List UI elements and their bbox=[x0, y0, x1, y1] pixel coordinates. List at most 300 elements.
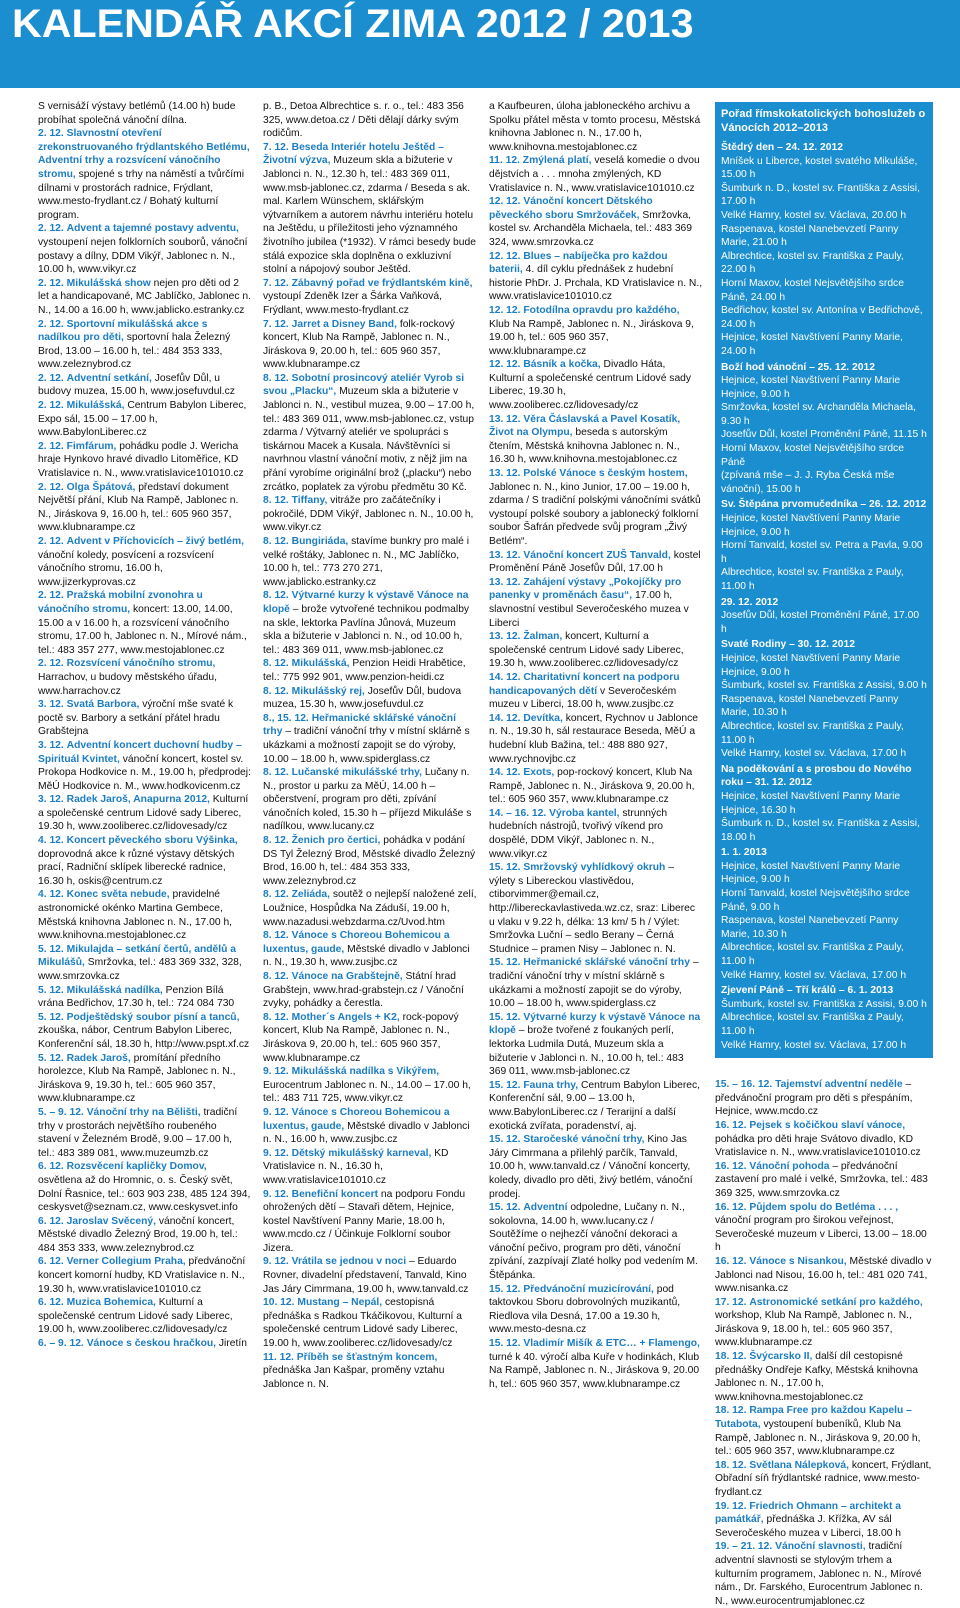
event-date: 15. 12. bbox=[489, 957, 521, 969]
event-title: Advent v Příchovicích – živý betlém, bbox=[66, 536, 245, 547]
event-text: p. B., Detoa Albrechtice s. r. o., tel.: 483 356 325, www.detoa.cz / Děti dělají dárky svým rodičům. bbox=[263, 101, 464, 140]
event-title: Verner Collegium Praha, bbox=[66, 1256, 186, 1268]
event-text: Státní hrad Grabštejn, www.hrad-grabstejn.cz / Vánoční zvyky, pohádky a čerestla. bbox=[263, 971, 464, 1010]
event-entry bbox=[489, 671, 703, 712]
event-text: Eurocentrum Jablonec n. N., 14.00 – 17.00 h, tel.: 483 711 725, www.vikyr.cz bbox=[263, 1079, 471, 1105]
event-text: 4. díl cyklu přednášek z hudební historie PhDr. J. Prchala, KD Vratislavice n. N., www.vratislavice101010.cz bbox=[489, 264, 703, 303]
event-date: 12. 12. bbox=[489, 250, 521, 262]
event-entry bbox=[38, 481, 251, 535]
event-text: stavíme bunkry pro malé i velké roštáky, Jablonec n. N., MC Jablíčko, 10.00 h, tel.: 773 270 271, www.jablicko.estranky.cz bbox=[263, 536, 470, 588]
event-title: Vánoce na Grabštejně, bbox=[291, 971, 403, 982]
event-text: pop-rockový koncert, Klub Na Rampě, Jablonec n. N., Jiráskova 9, 20.00 h, tel.: 605 960 357, www.klubnarampe.cz bbox=[489, 767, 695, 806]
event-title: Příběh se šťastným koncem, bbox=[296, 1351, 438, 1363]
event-title: Zeliáda, bbox=[291, 889, 330, 901]
event-entry bbox=[38, 984, 251, 1011]
event-entry bbox=[263, 141, 477, 277]
mass-day-heading: Svaté Rodiny – 30. 12. 2012 bbox=[721, 639, 855, 651]
event-date: 4. 12. bbox=[38, 889, 64, 901]
mass-day-heading: 1. 1. 2013 bbox=[721, 847, 767, 859]
event-text: Městské divadlo v Jablonci nad Nisou, 16.00 h, tel.: 481 020 741, www.nisanka.cz bbox=[715, 1255, 932, 1295]
event-title: Muzica Bohemica, bbox=[66, 1297, 156, 1309]
event-text: další díl cestopisné přednášky Ondřeje Kafky, Městská knihovna Jablonec n. N., 17.00 h, www.knihovna.mestojablonec.cz bbox=[715, 1351, 918, 1403]
event-date: 6. 12. bbox=[38, 1215, 64, 1227]
event-title: Radek Jaroš, Anapurna 2012, bbox=[66, 794, 210, 806]
mass-item: Josefův Důl, kostel Proměnění Páně, 11.15 h bbox=[721, 429, 927, 441]
event-text: folk-rockový koncert, Klub Na Rampě, Jablonec n. N., Jiráskova 9, 20.00 h, tel.: 605 960 357, www.klubnarampe.cz bbox=[263, 318, 455, 371]
event-date: 5. 12. bbox=[38, 1052, 64, 1064]
event-title: Sportovní mikulášská akce s nadílkou pro děti, bbox=[38, 318, 208, 344]
event-text: Smržovka, kostel sv. Archanděla Michaela, tel.: 483 369 324, www.smrzovka.cz bbox=[489, 209, 693, 248]
mass-item: Velké Hamry, kostel sv. Václava, 20.00 h bbox=[721, 209, 907, 221]
event-date: 15. 12. bbox=[489, 1338, 521, 1350]
event-entry bbox=[489, 1133, 703, 1201]
event-entry bbox=[489, 358, 703, 412]
event-date: 7. 12. bbox=[263, 318, 289, 330]
event-date: 11. 12. bbox=[489, 155, 520, 167]
event-title: Vánoce s Choreou Bohemicou a luxentus, gaude, bbox=[263, 1106, 450, 1132]
event-title: Mikulášská, bbox=[66, 400, 125, 412]
event-entry bbox=[38, 698, 251, 739]
event-date: 9. 12. bbox=[263, 1188, 289, 1200]
event-entry bbox=[263, 1147, 477, 1188]
event-date: 7. 12. bbox=[263, 141, 289, 153]
event-entry bbox=[715, 1459, 933, 1500]
event-date: 18. 12. bbox=[715, 1459, 747, 1471]
event-title: Jarret a Disney Band, bbox=[291, 318, 397, 330]
event-entry bbox=[715, 1160, 933, 1201]
event-title: Mikulášská, bbox=[291, 658, 350, 670]
mass-schedule-box bbox=[715, 102, 933, 1058]
event-title: Mother´s Angels + K2, bbox=[291, 1011, 400, 1023]
event-entry bbox=[263, 1011, 477, 1065]
event-date: 13. 12. bbox=[489, 468, 521, 480]
event-entry bbox=[38, 1255, 251, 1296]
event-text: Josefův Důl, u budovy muzea, 15.00 h, www.josefuvdul.cz bbox=[38, 372, 235, 398]
event-entry bbox=[715, 1201, 933, 1255]
event-date: 13. 12. bbox=[489, 631, 521, 643]
event-title: Žalman, bbox=[523, 631, 563, 643]
event-title: Fimfárum, bbox=[66, 440, 117, 452]
event-entry bbox=[489, 250, 703, 304]
event-text: Městské divadlo v Jablonci n. N., 19.30 h, www.zusjbc.cz bbox=[263, 943, 470, 969]
event-title: Konec světa nebude, bbox=[66, 889, 170, 901]
mass-item: Velké Hamry, kostel sv. Václava, 17.00 h bbox=[721, 969, 907, 981]
event-entry bbox=[263, 929, 477, 970]
event-entry bbox=[489, 549, 703, 576]
event-date: 9. 12. bbox=[263, 1066, 289, 1078]
event-date: 2. 12. bbox=[38, 318, 64, 330]
event-text: KD Vratislavice n. N., 16.30 h, www.vratislavice101010.cz bbox=[263, 1147, 449, 1186]
event-text: přednáška J. Křížka, AV sál Severočeského muzea v Liberci, 18.00 h bbox=[715, 1514, 902, 1539]
event-title: Básník a kočka, bbox=[523, 359, 601, 371]
event-title: Mustang – Nepál, bbox=[297, 1297, 383, 1309]
event-date: 15. 12. bbox=[489, 1011, 521, 1023]
event-title: Výtvarné kurzy k výstavě Vánoce na klopě bbox=[489, 1011, 701, 1037]
event-title: Zábavný pořad ve frýdlantském kině, bbox=[291, 277, 473, 289]
event-text: vystoupení nejen folklorních souborů, vánoční postavy a dílny, DDM Vikýř, Jablonec n. N., 10.00 h, www.vikyr.cz bbox=[38, 236, 248, 276]
event-entry bbox=[263, 970, 477, 1011]
event-entry bbox=[489, 956, 703, 1010]
mass-day-heading: Štědrý den – 24. 12. 2012 bbox=[721, 142, 843, 153]
event-entry bbox=[38, 589, 251, 657]
mass-item: Velké Hamry, kostel sv. Václava, 17.00 h bbox=[721, 1039, 907, 1051]
event-title: Olga Špátová, bbox=[66, 481, 136, 493]
event-entry bbox=[263, 657, 477, 684]
event-entry bbox=[489, 807, 703, 861]
mass-item: Šumburk, kostel sv. Františka z Assisi, 9.00 h bbox=[721, 680, 927, 692]
event-date: 8. 12. bbox=[263, 1011, 289, 1023]
event-title: Pejsek s kočičkou slaví vánoce, bbox=[749, 1119, 906, 1131]
event-date: 9. 12. bbox=[263, 1106, 289, 1118]
event-title: Svatá Barbora, bbox=[66, 699, 140, 711]
event-title: Zahájení výstavy „Pokojíčky pro panenky v proměnách času“, bbox=[489, 576, 682, 602]
event-date: 13. 12. bbox=[489, 576, 521, 588]
event-date: 8. 12. bbox=[263, 590, 289, 602]
event-text: Smržovka, tel.: 483 369 332, 328, www.smrzovka.cz bbox=[38, 957, 242, 982]
event-text: koncert, Frýdlant, Obřadní síň frýdlantské radnice, www.mesto-frydlant.cz bbox=[715, 1459, 932, 1498]
event-date: 2. 12. bbox=[38, 372, 64, 384]
event-entry bbox=[38, 1011, 251, 1052]
mass-item: Horní Maxov, kostel Nejsvětějšího srdce Páně bbox=[721, 443, 904, 468]
event-title: Vrátila se jednou v noci bbox=[291, 1256, 407, 1268]
event-entry bbox=[263, 277, 477, 318]
event-entry bbox=[263, 494, 477, 535]
event-text: Jablonec n. N., kino Junior, 17.00 – 19.00 h, zdarma / S tradiční polskými vánočními svátků vystoupí polské soubory a jablonecký folklorní soubor Šafrán předvede svůj program „Živý Betlém“. bbox=[489, 481, 701, 547]
event-text: pod taktovkou Sboru dobrovolných muzikantů, Riedlova vila Desná, 17.00 a 19.30 h, www.mesto-desna.cz bbox=[489, 1283, 681, 1336]
event-date: 8. 12. bbox=[263, 536, 289, 547]
event-date: 13. 12. bbox=[489, 413, 521, 425]
event-title: Heřmanické sklářské vánoční trhy bbox=[523, 957, 690, 969]
column-4 bbox=[715, 100, 933, 1607]
event-text: doprovodná akce k různé výstavy dětských prací, Radniční sklípek liberecké radnice, 16.30 h, oskis@centrum.cz bbox=[38, 848, 235, 887]
event-date: 12. 12. bbox=[489, 359, 521, 371]
event-date: 4. 12. bbox=[38, 835, 64, 847]
event-text: Divadlo Háta, Kulturní a společenské centrum Lidové sady Liberec, 19.30 h, www.zooliberec.cz/lidovesady/cz bbox=[489, 359, 692, 412]
event-title: Fauna trhy, bbox=[523, 1079, 579, 1091]
event-date: 2. 12. bbox=[38, 277, 64, 289]
event-title: Vánoce s českou hračkou, bbox=[86, 1338, 217, 1350]
event-date: 15. 12. bbox=[489, 1202, 521, 1214]
event-entry bbox=[263, 589, 477, 657]
mass-item: Hejnice, kostel Navštívení Panny Marie Hejnice, 9.00 h bbox=[721, 860, 901, 886]
column-3 bbox=[489, 100, 703, 1390]
event-entry bbox=[38, 1296, 251, 1337]
mass-item: Horní Maxov, kostel Nejsvětějšího srdce Páně, 24.00 h bbox=[721, 277, 904, 303]
event-text: tradiční adventní slavnosti se stylovým trhem a kulturním programem, Jablonec n. N., Mírové nám., Dr. Farského, Eurocentrum Jablonec n. N., www.eurocentrumjablonec.cz bbox=[715, 1541, 923, 1607]
event-entry bbox=[263, 685, 477, 712]
event-title: Adventní bbox=[523, 1202, 568, 1214]
event-entry bbox=[38, 1215, 251, 1256]
event-date: 6. 12. bbox=[38, 1297, 64, 1309]
event-text: kostel Proměnění Páně Josefův Důl, 17.00 h bbox=[489, 549, 701, 575]
event-title: Adventní setkání, bbox=[66, 372, 152, 384]
event-entry bbox=[263, 1188, 477, 1256]
event-entry bbox=[38, 1337, 251, 1351]
mass-item: Raspenava, kostel Nanebevzetí Panny Marie, 10.30 h bbox=[721, 915, 899, 940]
event-date: 15. 12. bbox=[489, 862, 521, 874]
event-title: Adventní koncert duchovní hudby – Spirituál Kvintet, bbox=[38, 739, 242, 765]
event-entry bbox=[38, 1106, 251, 1160]
event-text: – výlety s Libereckou vlastivědou, ctiborvimmer@email.cz, http://libereckavlastiveda.wz.cz, sraz: Liberec u vlaku v 9.22 h, délka: 13 km/ 5 h / Výlet: Smržovka Luční – sedlo Berany – Černá Studnice – pramen Nisy – Jablonec n. N. bbox=[489, 862, 696, 955]
event-text: Centrum Babylon Liberec, Expo sál, 15.00 – 17.00 h, www.BabylonLiberec.cz bbox=[38, 400, 247, 439]
event-title: Astronomické setkání pro každého, bbox=[749, 1296, 923, 1308]
event-text: Josefův Důl, budova muzea, 15.30 h, www.josefuvdul.cz bbox=[263, 685, 462, 711]
event-date: 8. 12. bbox=[263, 835, 289, 847]
event-text: pohádka v podání DS Tyl Železný Brod, Městské divadlo Železný Brod, 16.00 h, tel.: 484 353 333, www.zeleznybrod.cz bbox=[263, 835, 476, 887]
event-date: 5. 12. bbox=[38, 943, 64, 955]
event-title: Pražská mobilní zvonohra u vánočního stromu, bbox=[38, 590, 203, 615]
event-title: Mikulajda – setkání čertů, andělů a Mikulášů, bbox=[38, 943, 237, 969]
event-title: Friedrich Ohmann – architekt a památkář, bbox=[715, 1500, 902, 1526]
event-title: Vánoční slavnosti, bbox=[775, 1541, 866, 1553]
event-date: 2. 12. bbox=[38, 223, 64, 235]
event-title: Blues – nabíječka pro každou baterii, bbox=[489, 250, 668, 276]
mass-schedule-list bbox=[721, 141, 927, 1052]
event-date: 2. 12. bbox=[38, 440, 64, 452]
mass-item: Raspenava, kostel Nanebevzetí Panny Marie, 10.30 h bbox=[721, 693, 899, 719]
event-date: 2. 12. bbox=[38, 481, 64, 493]
event-title: Charitativní koncert na podporu handicapovaných dětí bbox=[489, 671, 680, 697]
event-title: Tajemství adventní neděle bbox=[775, 1079, 903, 1091]
event-text: – předvánoční zastavení pro malé i velké, Smržovka, tel.: 483 369 325, www.smrzovka.cz bbox=[715, 1160, 928, 1199]
event-title: Vánoční koncert ZUŠ Tanvald, bbox=[523, 549, 671, 561]
event-text: – tradiční vánoční trhy v místní sklárně s ukázkami a možností zapojit se do výroby, 10.00 – 18.00 h, www.spiderglass.cz bbox=[489, 957, 699, 1010]
event-text: soutěž o nejlepší naložené zelí, Loužnice, Hospůdka Na Záduší, 19.00 h, www.nazadusi.webzdarma.cz/Uvod.htm bbox=[263, 889, 477, 928]
event-text: přednáška Jan Kašpar, proměny vztahu Jablonce n. N. bbox=[263, 1365, 445, 1390]
event-entry bbox=[715, 1296, 933, 1350]
event-entry bbox=[263, 1351, 477, 1392]
event-date: 8. 12. bbox=[263, 971, 289, 982]
event-text: workshop, Klub Na Rampě, Jablonec n. N., Jiráskova 9, 18.00 h, tel.: 605 960 357, www.klubnarampe.cz bbox=[715, 1310, 912, 1349]
event-date: 6. 12. bbox=[38, 1161, 64, 1173]
event-entry bbox=[489, 304, 703, 358]
event-date: 14. 12. bbox=[489, 712, 521, 724]
event-date: 11. 12. bbox=[263, 1351, 294, 1363]
event-text: Penzion Bílá vrána Bedřichov, 17.30 h, tel.: 724 084 730 bbox=[38, 984, 235, 1010]
event-text: cestopisná přednáška s Radkou Tkáčikovou, Kulturní a společenské centrum Lidové sady Liberec, 19.00 h, www.zooliberec.cz/lidovesady/cz bbox=[263, 1297, 462, 1350]
event-text: Muzeum skla a bižuterie v Jablonci n. N., 12.30 h, tel.: 483 369 011, www.msb-jablonec.cz, zdarma / Beseda s ak. mal. Karlem Wünschem, sklářským výtvarníkem a autorem návrhu interiéru hotelu na Ještědu, u příležitosti jeho významného životního jubilea (*1932). V rámci besedy bude stálá expozice skla doplněna o exkluzivní stolní a nápojový soubor Ještěd. bbox=[263, 155, 476, 276]
event-entry bbox=[715, 1119, 933, 1160]
event-entry bbox=[38, 943, 251, 984]
event-entry bbox=[263, 372, 477, 494]
event-entry bbox=[38, 127, 251, 222]
event-entry bbox=[38, 535, 251, 589]
mass-item: Josefův Důl, kostel Proměnění Páně, 17.00 h bbox=[721, 610, 920, 635]
column-2 bbox=[263, 100, 477, 1390]
event-title: Heřmanické sklářské vánoční trhy bbox=[263, 712, 456, 738]
event-entry bbox=[38, 888, 251, 942]
event-entry bbox=[489, 1201, 703, 1283]
event-text: Kulturní a společenské centrum Lidové sady Liberec, 19.00 h, www.zooliberec.cz/lidovesady/cz bbox=[38, 1297, 233, 1336]
event-text: vánoční koledy, posvícení a rozsvícení vánočního stromu, 16.00 h, www.jizerkyprovas.cz bbox=[38, 549, 215, 588]
mass-item: Albrechtice, kostel sv. Františka z Pauly, 11.00 h bbox=[721, 942, 904, 968]
event-entry bbox=[38, 1052, 251, 1106]
event-entry bbox=[38, 277, 251, 318]
event-text: spojené s trhy na náměstí a tvůrčími dílnami v prostorách radnice, Frýdlant, www.mesto-frydlant.cz / Bohatý kulturní program. bbox=[38, 168, 245, 221]
event-date: 6. – 9. 12. bbox=[38, 1338, 84, 1350]
event-entry bbox=[263, 712, 477, 766]
mass-item: Hejnice, kostel Navštívení Panny Marie Hejnice, 16.30 h bbox=[721, 790, 901, 816]
spacer bbox=[715, 1058, 933, 1078]
event-title: Advent a tajemné postavy adventu, bbox=[66, 223, 239, 235]
event-entry bbox=[489, 1011, 703, 1079]
event-text: – předvánoční program pro děti s přespáním, Hejnice, www.mcdo.cz bbox=[715, 1079, 913, 1118]
event-entry bbox=[263, 888, 477, 929]
event-text: v Severočeském muzeu v Liberci, 18.00 h, www.zusjbc.cz bbox=[489, 685, 677, 711]
event-date: 8. 12. bbox=[263, 685, 289, 697]
event-title: Tiffany, bbox=[291, 495, 328, 507]
event-entry bbox=[263, 1106, 477, 1147]
event-title: Světlana Nálepková, bbox=[749, 1459, 849, 1471]
event-date: 8., 15. 12. bbox=[263, 712, 309, 724]
event-date: 5. – 9. 12. bbox=[38, 1106, 84, 1118]
event-text: vánoční koncert, Městské divadlo Železný Brod, 19.00 h, tel.: 484 353 333, www.zeleznybrod.cz bbox=[38, 1215, 238, 1254]
event-entry bbox=[263, 535, 477, 589]
event-date: 19. – 21. 12. bbox=[715, 1541, 773, 1553]
event-entry bbox=[489, 576, 703, 630]
mass-day-heading: Sv. Štěpána prvomučedníka – 26. 12. 2012 bbox=[721, 499, 927, 511]
event-text: Lučany n. N., prostor u parku za MěÚ, 14.00 h – občerstvení, program pro děti, zpívání vánočních koled, 15.30 h – příjezd Mikuláše s nadílkou, www.lucany.cz bbox=[263, 767, 472, 833]
event-date: 3. 12. bbox=[38, 794, 64, 806]
event-entry bbox=[489, 100, 703, 154]
event-date: 2. 12. bbox=[38, 590, 64, 602]
event-date: 10. 12. bbox=[263, 1297, 295, 1309]
event-title: Koncert pěveckého sboru Výšinka, bbox=[66, 835, 238, 847]
event-date: 14. 12. bbox=[489, 671, 521, 683]
event-title: Předvánoční muzicírování, bbox=[523, 1283, 654, 1295]
mass-day-heading: Na poděkování a s prosbou do Nového roku – 31. 12. 2012 bbox=[721, 763, 912, 789]
event-title: Bungiriáda, bbox=[291, 536, 349, 547]
event-title: Švýcarsko II, bbox=[749, 1351, 813, 1363]
event-text: sportovní hala Železný Brod, 13.00 – 16.00 h, tel.: 484 353 333, www.zeleznybrod.cz bbox=[38, 332, 231, 371]
event-title: Mikulášská nadílka s Vikýřem, bbox=[291, 1066, 440, 1078]
event-entry bbox=[489, 1283, 703, 1337]
event-title: Smržovský vyhlídkový okruh bbox=[523, 862, 666, 874]
mass-item: Hejnice, kostel Navštívení Panny Marie Hejnice, 9.00 h bbox=[721, 652, 901, 678]
event-date: 18. 12. bbox=[715, 1405, 747, 1417]
page-title: KALENDÁŘ AKCÍ ZIMA 2012 / 2013 bbox=[12, 2, 694, 46]
mass-item: Horní Tanvald, kostel sv. Petra a Pavla, 9.00 h bbox=[721, 540, 923, 565]
mass-item: Hejnice, kostel Navštívení Panny Marie, 24.00 h bbox=[721, 332, 903, 357]
event-entry bbox=[38, 739, 251, 793]
event-title: Beseda Interiér hotelu Ještěd – Životní výzva, bbox=[263, 141, 444, 167]
event-text: Klub Na Rampě, Jablonec n. N., Jiráskova 9, 19.00 h, tel.: 605 960 357, www.klubnarampe.cz bbox=[489, 318, 694, 357]
event-entry bbox=[38, 222, 251, 276]
event-date: 19. 12. bbox=[715, 1500, 747, 1512]
event-title: Fotodílna opravdu pro každého, bbox=[523, 304, 680, 316]
event-text: pohádku podle J. Wericha hraje Hynkovo hravé divadlo Litoměřice, KD Vratislavice n. N., www.vratislavice101010.cz bbox=[38, 440, 244, 480]
event-date: 3. 12. bbox=[38, 699, 64, 711]
event-date: 2. 12. bbox=[38, 658, 64, 670]
event-entry bbox=[263, 100, 477, 141]
event-entry bbox=[38, 372, 251, 399]
event-entry bbox=[263, 1255, 477, 1296]
event-title: Radek Jaroš, bbox=[66, 1052, 131, 1064]
event-title: Mikulášská show bbox=[66, 277, 151, 289]
event-date: 15. 12. bbox=[489, 1134, 521, 1146]
event-title: Sobotní prosincový ateliér Vyrob si svou „Placku“, bbox=[263, 372, 465, 398]
page-header bbox=[0, 0, 960, 88]
event-text: pravidelné astronomické okénko Martina Gembece, Městská knihovna Jablonec n. N., 17.00 h, www.knihovna.mestojablonec.cz bbox=[38, 889, 233, 942]
event-entry bbox=[489, 413, 703, 467]
mass-day-heading: 29. 12. 2012 bbox=[721, 596, 779, 608]
mass-item: Mníšek u Liberce, kostel svatého Mikuláše, 15.00 h bbox=[721, 155, 918, 181]
event-entry bbox=[489, 630, 703, 671]
event-text: koncert, Kulturní a společenské centrum Lidové sady Liberec, 19.30 h, www.zooliberec.cz/lidovesady/cz bbox=[489, 631, 684, 670]
event-text: – Eduardo Rovner, divadelní představení, Tanvald, Kino Jas Járy Cimrmana, 19.00 h, www.tanvald.cz bbox=[263, 1256, 469, 1295]
event-entry bbox=[489, 154, 703, 195]
event-date: 7. 12. bbox=[263, 277, 289, 289]
event-date: 8. 12. bbox=[263, 495, 289, 507]
event-text: Kulturní a společenské centrum Lidové sady Liberec, 19.30 h, www.zooliberec.cz/lidovesady/cz bbox=[38, 794, 249, 833]
event-entry bbox=[715, 1404, 933, 1458]
event-text: Penzion Heidi Hrabětice, tel.: 775 992 901, www.penzion-heidi.cz bbox=[263, 658, 466, 683]
event-date: 9. 12. bbox=[263, 1256, 289, 1268]
event-text: zkouška, nábor, Centrum Babylon Liberec, Konferenční sál, 18.30 h, http://www.pspt.xf.cz bbox=[38, 1025, 250, 1050]
event-entry bbox=[38, 834, 251, 888]
event-title: Věra Čáslavská a Pavel Kosatík, Život na Olympu, bbox=[489, 413, 681, 439]
event-title: Rampa Free pro každou Kapelu – Tutabota, bbox=[715, 1405, 912, 1431]
event-entry bbox=[489, 766, 703, 807]
event-text: strunných hudebních nástrojů, tvořivý víkend pro dospělé, DDM Vikýř, Jablonec n. N., www.vikyr.cz bbox=[489, 807, 668, 860]
event-date: 14. – 16. 12. bbox=[489, 807, 547, 819]
event-entry bbox=[489, 861, 703, 956]
event-title: Polské Vánoce s českým hostem, bbox=[523, 468, 688, 480]
event-title: Rozsvěcení kapličky Domov, bbox=[66, 1161, 207, 1173]
event-date: 6. 12. bbox=[38, 1256, 64, 1268]
event-date: 15. – 16. 12. bbox=[715, 1079, 773, 1091]
event-text: promítání předního horolezce, Klub Na Rampě, Jablonec n. N., Jiráskova 9, 19.30 h, tel.: 605 960 357, www.klubnarampe.cz bbox=[38, 1052, 236, 1105]
event-entry bbox=[38, 440, 251, 481]
event-title: Podještědský soubor písní a tanců, bbox=[66, 1011, 240, 1023]
mass-item: Albrechtice, kostel sv. Františka z Pauly, 11.00 h bbox=[721, 1012, 904, 1037]
mass-day-heading: Boží hod vánoční – 25. 12. 2012 bbox=[721, 361, 875, 373]
event-date: 15. 12. bbox=[489, 1283, 521, 1295]
event-date: 12. 12. bbox=[489, 196, 521, 208]
event-text: nejen pro děti od 2 let a handicapované, MC Jablíčko, Jablonec n. N., 14.00 a 16.00 h, www.jablicko.estranky.cz bbox=[38, 277, 251, 316]
event-entry bbox=[715, 1540, 933, 1608]
event-date: 17. 12. bbox=[715, 1296, 747, 1308]
event-text: Jiretín bbox=[218, 1338, 247, 1350]
event-date: 8. 12. bbox=[263, 372, 289, 384]
event-title: Benefiční koncert bbox=[291, 1188, 379, 1200]
event-text: Harrachov, u budovy městského úřadu, www.harrachov.cz bbox=[38, 671, 217, 697]
mass-item: Bedřichov, kostel sv. Antonína v Bedřichově, 24.00 h bbox=[721, 305, 923, 330]
event-entry bbox=[489, 1337, 703, 1391]
event-text: tradiční trhy v prostorách největšího roubeného stavení v Železném Brodě, 9.00 – 17.00 h, tel.: 483 389 081, www.muzeumzb.cz bbox=[38, 1106, 238, 1159]
event-title: Vánoce s Choreou Bohemicou a luxentus, gaude, bbox=[263, 930, 450, 955]
event-title: Vánoční pohoda bbox=[749, 1160, 830, 1172]
event-entry bbox=[38, 793, 251, 834]
event-title: Výroba kantel, bbox=[549, 807, 620, 819]
event-date: 8. 12. bbox=[263, 889, 289, 901]
event-title: Půjdem spolu do Betléma . . . , bbox=[749, 1201, 899, 1213]
event-entry bbox=[715, 1255, 933, 1296]
event-text: předvánoční koncert komorní hudby, KD Vratislavice n. N., 19.30 h, www.vratislavice101010.cz bbox=[38, 1256, 246, 1295]
event-date: 16. 12. bbox=[715, 1201, 747, 1213]
event-date: 5. 12. bbox=[38, 1011, 64, 1023]
event-text: turné k 40. výročí alba Kuře v hodinkách, Klub Na Rampě, Jablonec n. N., Jiráskova 9, 20.00 h, tel.: 605 960 357, www.klubnarampe.cz bbox=[489, 1351, 700, 1390]
event-entry bbox=[489, 195, 703, 249]
mass-item: Albrechtice, kostel sv. Františka z Pauly, 11.00 h bbox=[721, 567, 904, 592]
event-date: 8. 12. bbox=[263, 930, 289, 942]
event-text: na podporu Fondu ohrožených dětí – Stavaři dětem, Hejnice, kostel Navštívení Panny Marie, 18.00 h, www.mcdo.cz / Účinkuje Folklorní soubor Jizera. bbox=[263, 1188, 466, 1254]
event-text: veselá komedie o dvou dějstvích a . . . mnoha zmýlených, KD Vratislavice n. N., www.vratislavice101010.cz bbox=[489, 155, 700, 194]
event-entry bbox=[715, 1500, 933, 1541]
mass-item: Velké Hamry, kostel sv. Václava, 17.00 h bbox=[721, 748, 907, 760]
event-text: rock-popový koncert, Klub Na Rampě, Jablonec n. N., Jiráskova 9, 20.00 h, tel.: 605 960 357, www.klubnarampe.cz bbox=[263, 1011, 459, 1064]
event-title: Mikulášská nadílka, bbox=[66, 984, 163, 996]
